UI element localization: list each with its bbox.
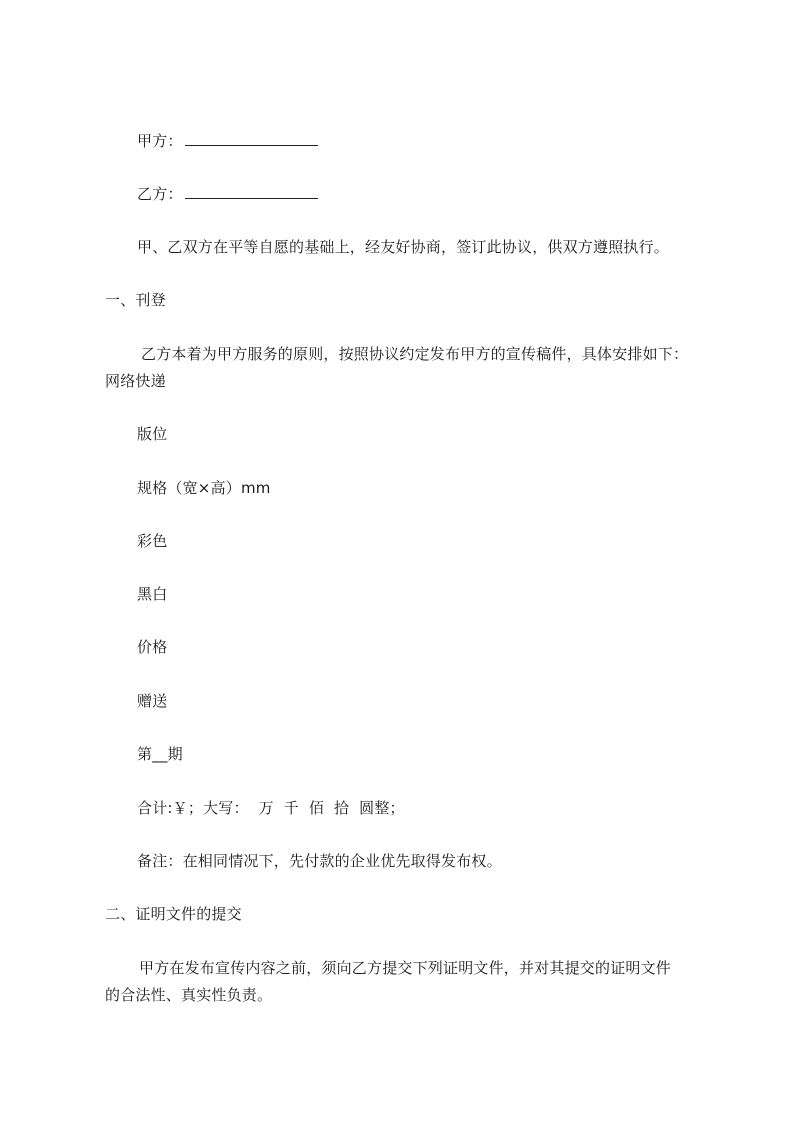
- party-a-blank: [185, 131, 318, 146]
- item-black-white: 黑白: [137, 585, 168, 603]
- section-2-heading: 二、证明文件的提交: [105, 905, 242, 923]
- item-layout: 版位: [137, 425, 168, 443]
- party-a-line: [137, 131, 318, 151]
- section-1-para-line-2: 网络快递: [105, 372, 166, 390]
- note-line: 备注：在相同情况下，先付款的企业优先取得发布权。: [137, 852, 502, 870]
- item-price: 价格: [137, 638, 168, 656]
- item-size: 规格（宽×高）mm: [137, 479, 271, 497]
- item-gift: 赠送: [137, 692, 168, 710]
- party-a-label: 甲方：: [137, 132, 183, 150]
- section-2-para-line-2: 的合法性、真实性负责。: [105, 986, 273, 1004]
- party-b-blank: [185, 184, 318, 199]
- section-1-para-line-1: 乙方本着为甲方服务的原则，按照协议约定发布甲方的宣传稿件，具体安排如下：: [141, 345, 689, 363]
- total-line: 合计:￥；大写： 万 千 佰 拾 圆整；: [137, 799, 405, 817]
- item-color: 彩色: [137, 532, 168, 550]
- party-b-line: [137, 184, 318, 204]
- section-2-para-line-1: 甲方在发布宣传内容之前，须向乙方提交下列证明文件，并对其提交的证明文件: [139, 959, 672, 977]
- intro-paragraph: 甲、乙双方在平等自愿的基础上，经友好协商，签订此协议，供双方遵照执行。: [137, 238, 670, 256]
- party-b-label: 乙方：: [137, 185, 183, 203]
- section-1-heading: 一、刊登: [105, 291, 166, 309]
- item-issue: 第__期: [137, 745, 183, 763]
